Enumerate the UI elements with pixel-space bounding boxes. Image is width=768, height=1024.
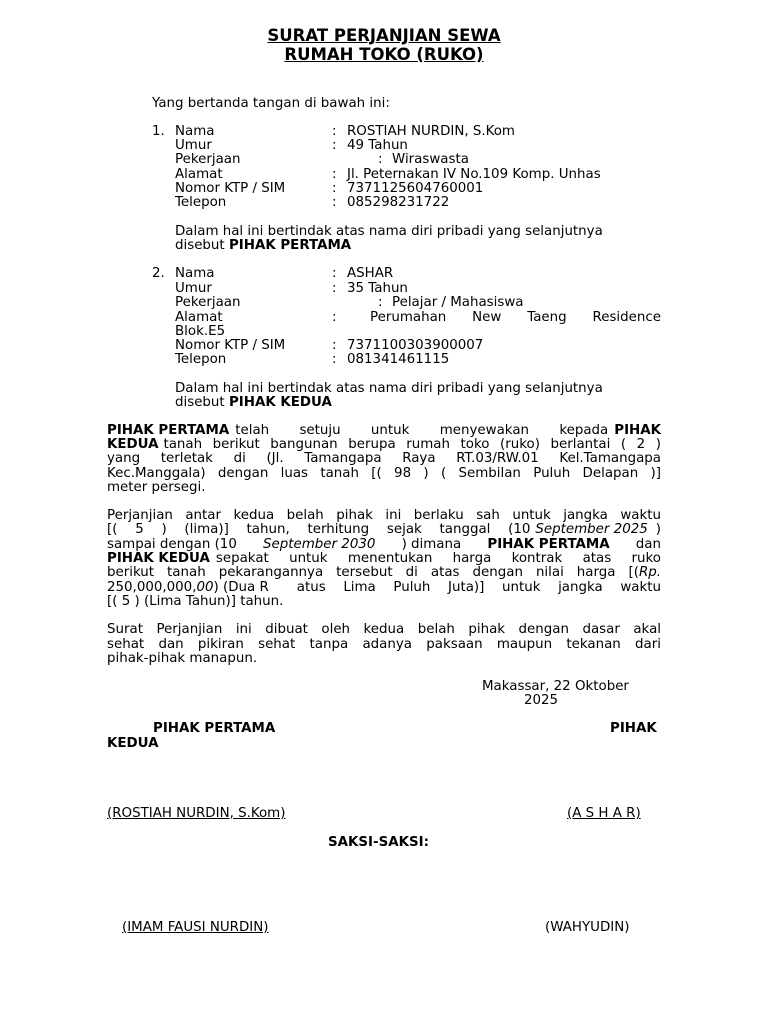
party-2-colon: : xyxy=(378,295,383,310)
party-role: PIHAK PERTAMA xyxy=(107,423,230,438)
text-run: telah setuju untuk menyewakan kepada xyxy=(235,423,609,438)
party-1-label-name: Nama xyxy=(175,124,215,139)
party-2-value-age: 35 Tahun xyxy=(347,281,408,296)
party-2-statement-end xyxy=(175,396,332,410)
party-2-value-address xyxy=(370,311,661,325)
signature-label-second-party-cont: KEDUA xyxy=(107,736,159,751)
party-1-number: 1. xyxy=(152,124,165,139)
party-2-role: PIHAK KEDUA xyxy=(228,395,332,410)
statement-prefix: disebut xyxy=(175,238,225,253)
party-2-value-id: 7371100303900007 xyxy=(347,338,484,353)
party-2-value-job: Pelajar / Mahasiswa xyxy=(392,295,524,310)
party-1-colon: : xyxy=(332,124,337,139)
price-cents: 00 xyxy=(196,580,214,595)
price-number: 250,000,000, xyxy=(107,580,197,595)
party-1-colon: : xyxy=(332,195,337,210)
party-1-colon: : xyxy=(332,181,337,196)
party-1-label-phone: Telepon xyxy=(175,195,227,210)
address-word: New xyxy=(472,310,502,325)
party-2-statement-line: Dalam hal ini bertindak atas nama diri pribadi yang selanjutnya xyxy=(175,381,603,396)
address-word: Residence xyxy=(592,310,661,325)
text-run: sepakat untuk menentukan harga kontrak atas ruko xyxy=(215,551,661,566)
paragraph-line xyxy=(107,523,661,537)
party-2-label-address: Alamat xyxy=(175,310,223,325)
party-1-statement-end xyxy=(175,239,351,253)
party-1-label-address: Alamat xyxy=(175,167,223,182)
party-1-value-job: Wiraswasta xyxy=(392,152,469,167)
document-title-line-1: SURAT PERJANJIAN SEWA xyxy=(267,26,501,45)
party-2-value-name: ASHAR xyxy=(347,266,394,281)
party-2-number: 2. xyxy=(152,266,165,281)
party-1-label-age: Umur xyxy=(175,138,212,153)
party-1-colon: : xyxy=(378,152,383,167)
paragraph-line xyxy=(107,566,661,580)
party-2-colon: : xyxy=(332,338,337,353)
place-date-year: 2025 xyxy=(524,693,559,708)
text-run: [( 5 ) (lima)] tahun, terhitung sejak tanggal (10 xyxy=(107,522,531,537)
witness-name-first: (IMAM FAUSI NURDIN) xyxy=(122,920,269,935)
text-run: ) xyxy=(655,522,661,537)
signature-label-first-party: PIHAK PERTAMA xyxy=(153,721,276,736)
statement-prefix: disebut xyxy=(175,395,225,410)
party-1-value-id: 7371125604760001 xyxy=(347,181,484,196)
party-2-label-name: Nama xyxy=(175,266,215,281)
paragraph-line: [( 5 ) (Lima Tahun)] tahun. xyxy=(107,594,284,609)
witness-heading: SAKSI-SAKSI: xyxy=(328,835,429,850)
end-date: September 2030 xyxy=(263,537,376,552)
party-1-statement-line: Dalam hal ini bertindak atas nama diri pribadi yang selanjutnya xyxy=(175,224,603,239)
text-run: atus Lima Puluh Juta)] untuk jangka waktu xyxy=(296,580,661,595)
document-title-line-2: RUMAH TOKO (RUKO) xyxy=(284,45,484,64)
paragraph-line: sehat dan pikiran sehat tanpa adanya paksaan maupun tekanan dari xyxy=(107,637,661,652)
party-2-label-job: Pekerjaan xyxy=(175,295,241,310)
party-2-value-address-cont: Blok.E5 xyxy=(175,324,226,339)
party-2-colon: : xyxy=(332,310,337,325)
currency: Rp. xyxy=(638,565,661,580)
start-date: September 2025 xyxy=(535,522,648,537)
place-date: Makassar, 22 Oktober xyxy=(482,679,629,694)
party-1-value-phone: 085298231722 xyxy=(347,195,450,210)
text-run: ) (Dua R xyxy=(213,580,269,595)
party-role: PIHAK xyxy=(614,423,661,438)
text-run: tanah berikut bangunan berupa rumah toko (ruko) berlantai ( 2 ) xyxy=(163,437,661,452)
party-1-value-address: Jl. Peternakan IV No.109 Komp. Unhas xyxy=(347,167,601,182)
party-1-colon: : xyxy=(332,138,337,153)
paragraph-line: yang terletak di (Jl. Tamangapa Raya RT.03/RW.01 Kel.Tamangapa xyxy=(107,451,661,466)
party-1-role: PIHAK PERTAMA xyxy=(228,238,352,253)
party-role: PIHAK KEDUA xyxy=(107,551,210,566)
signatory-name-second: (A S H A R) xyxy=(567,806,641,821)
party-2-colon: : xyxy=(332,352,337,367)
paragraph-line: pihak-pihak manapun. xyxy=(107,651,258,666)
party-2-label-id: Nomor KTP / SIM xyxy=(175,338,286,353)
party-2-colon: : xyxy=(332,266,337,281)
party-role: PIHAK PERTAMA xyxy=(487,537,610,552)
party-2-label-age: Umur xyxy=(175,281,212,296)
text-run: ) dimana xyxy=(401,537,462,552)
text-run: berikut tanah pekarangannya tersebut di atas dengan nilai harga [( xyxy=(107,565,639,580)
intro-text: Yang bertanda tangan di bawah ini: xyxy=(152,96,390,111)
signatory-name-first: (ROSTIAH NURDIN, S.Kom) xyxy=(107,806,286,821)
paragraph-line: meter persegi. xyxy=(107,480,206,495)
paragraph-line: Kec.Manggala) dengan luas tanah [( 98 ) ( Sembilan Puluh Delapan )] xyxy=(107,466,661,481)
paragraph-line: Surat Perjanjian ini dibuat oleh kedua belah pihak dengan dasar akal xyxy=(107,622,661,637)
party-role: KEDUA xyxy=(107,437,159,452)
text-run: sampai dengan (10 xyxy=(107,537,237,552)
party-1-label-job: Pekerjaan xyxy=(175,152,241,167)
party-1-label-id: Nomor KTP / SIM xyxy=(175,181,286,196)
signature-label-second-party: PIHAK xyxy=(610,721,657,736)
witness-name-second: (WAHYUDIN) xyxy=(545,920,630,935)
party-2-value-phone: 081341461115 xyxy=(347,352,450,367)
party-1-colon: : xyxy=(332,167,337,182)
party-1-value-age: 49 Tahun xyxy=(347,138,408,153)
address-word: Taeng xyxy=(527,310,567,325)
address-word: Perumahan xyxy=(370,310,447,325)
party-2-label-phone: Telepon xyxy=(175,352,227,367)
party-2-colon: : xyxy=(332,281,337,296)
party-1-value-name: ROSTIAH NURDIN, S.Kom xyxy=(347,124,515,139)
paragraph-line: Perjanjian antar kedua belah pihak ini berlaku sah untuk jangka waktu xyxy=(107,508,661,523)
text-run: dan xyxy=(635,537,661,552)
